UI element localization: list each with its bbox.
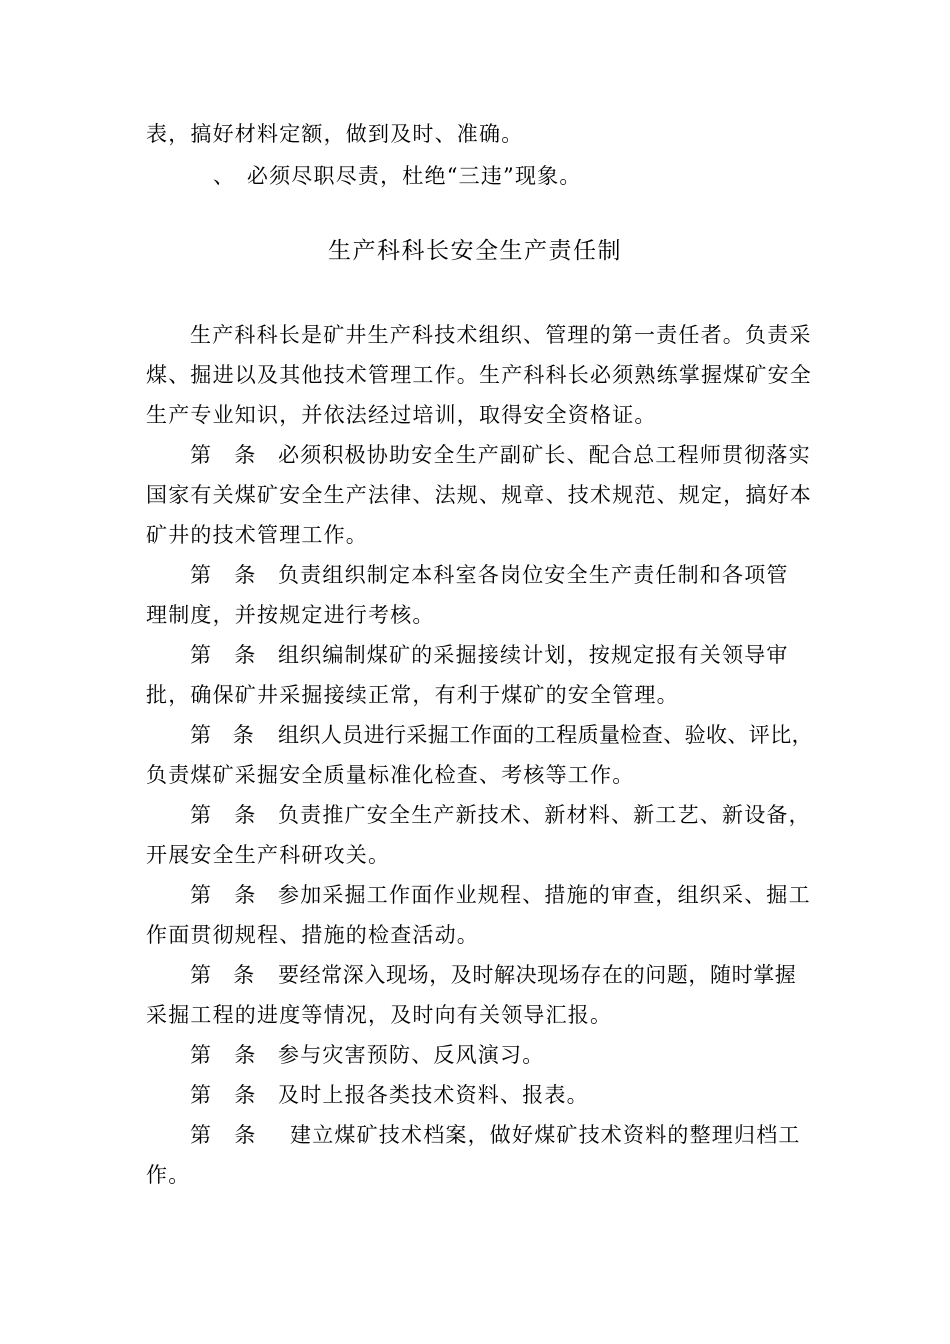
article-number-label: 第 条 <box>190 803 257 827</box>
article-1-line-3: 矿井的技术管理工作。 <box>146 523 368 547</box>
article-4-line-2: 负责煤矿采掘安全质量标准化检查、考核等工作。 <box>146 763 635 787</box>
article-1-text: 必须积极协助安全生产副矿长、配合总工程师贯彻落实 <box>278 443 811 467</box>
article-9-text: 及时上报各类技术资料、报表。 <box>278 1083 589 1107</box>
article-number-label: 第 条 <box>190 1083 257 1107</box>
article-7-text: 要经常深入现场，及时解决现场存在的问题，随时掌握 <box>278 963 797 987</box>
article-3-line-2: 批，确保矿井采掘接续正常，有利于煤矿的安全管理。 <box>146 683 679 707</box>
article-6-line-2: 作面贯彻规程、措施的检查活动。 <box>146 923 479 947</box>
intro-line-2: 煤、掘进以及其他技术管理工作。生产科科长必须熟练掌握煤矿安全 <box>146 363 812 387</box>
article-9-first-line <box>190 1082 855 1109</box>
article-number-label: 第 条 <box>190 723 255 747</box>
article-number-label: 第 条 <box>190 883 257 907</box>
article-6-first-line <box>190 882 855 909</box>
article-number-label: 第 条 <box>190 963 255 987</box>
article-10-text: 建立煤矿技术档案，做好煤矿技术资料的整理归档工 <box>290 1123 801 1147</box>
article-3-text: 组织编制煤矿的采掘接续计划，按规定报有关领导审 <box>278 643 789 667</box>
article-3-first-line <box>190 642 855 669</box>
article-number-label: 第 条 <box>190 563 257 587</box>
article-number-label: 第 条 <box>190 1123 257 1147</box>
article-4-text: 组织人员进行采掘工作面的工程质量检查、验收、评比， <box>278 723 813 747</box>
article-number-label: 第 条 <box>190 443 257 467</box>
article-2-line-2: 理制度，并按规定进行考核。 <box>146 603 435 627</box>
article-2-text: 负责组织制定本科室各岗位安全生产责任制和各项管 <box>278 563 789 587</box>
article-8-first-line <box>190 1042 855 1069</box>
article-number-label: 第 条 <box>190 1043 257 1067</box>
article-10-first-line <box>190 1122 855 1149</box>
article-1-first-line <box>190 442 855 469</box>
article-5-first-line <box>190 802 855 829</box>
article-4-first-line <box>190 722 855 749</box>
article-1-line-2: 国家有关煤矿安全生产法律、法规、规章、技术规范、规定，搞好本 <box>146 483 812 507</box>
article-5-text: 负责推广安全生产新技术、新材料、新工艺、新设备， <box>278 803 811 827</box>
article-7-line-2: 采掘工程的进度等情况，及时向有关领导汇报。 <box>146 1003 613 1027</box>
article-2-first-line <box>190 562 855 589</box>
article-6-text: 参加采掘工作面作业规程、措施的审查，组织采、掘工 <box>278 883 811 907</box>
section-title: 生产科科长安全生产责任制 <box>328 238 622 264</box>
article-5-line-2: 开展安全生产科研攻关。 <box>146 843 391 867</box>
article-8-text: 参与灾害预防、反风演习。 <box>278 1043 545 1067</box>
article-7-first-line <box>190 962 855 989</box>
previous-section-tail-line-2: 、 必须尽职尽责，杜绝“三违”现象。 <box>213 164 582 188</box>
article-10-line-2: 作。 <box>146 1163 191 1187</box>
article-number-label: 第 条 <box>190 643 257 667</box>
intro-line-1: 生产科科长是矿井生产科技术组织、管理的第一责任者。负责采 <box>190 323 812 347</box>
previous-section-tail-line-1: 表，搞好材料定额，做到及时、准确。 <box>146 122 524 146</box>
intro-line-3: 生产专业知识，并依法经过培训，取得安全资格证。 <box>146 403 657 427</box>
